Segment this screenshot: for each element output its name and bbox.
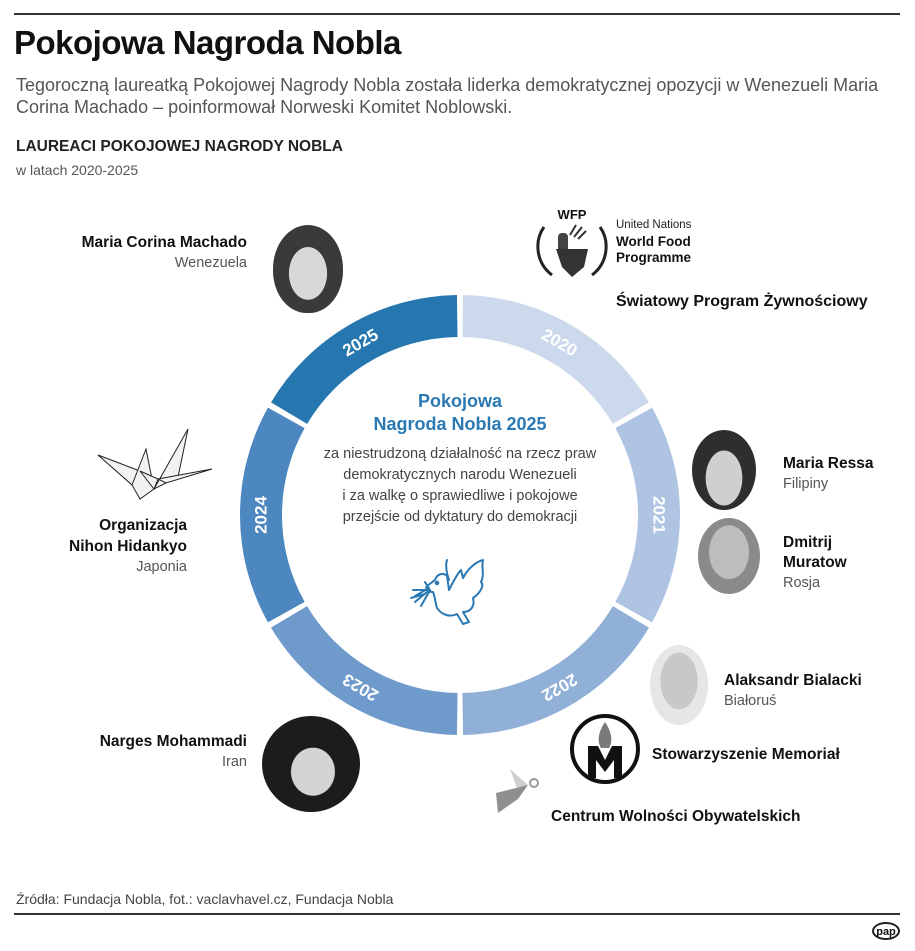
laureate-name-line1: Dmitrij (783, 534, 833, 551)
center-description (290, 444, 630, 528)
ring-year-label-2022: 2022 (538, 669, 581, 706)
source-note: Źródła: Fundacja Nobla, fot.: vaclavhavel.cz, Fundacja Nobla (16, 891, 394, 907)
svg-text:WFP: WFP (557, 207, 587, 222)
laureate-country: Filipiny (783, 476, 829, 492)
photo-narges-mohammadi (262, 716, 360, 812)
laureate-2021-muratow (783, 534, 847, 591)
center-title-line1: Pokojowa (417, 391, 502, 411)
section-subheading: w latach 2020-2025 (16, 162, 139, 178)
photo-alaksandr-bialacki (650, 645, 708, 725)
wfp-logo-line3: Programme (616, 250, 692, 265)
pap-logo: pap (872, 922, 900, 940)
laureate-country: Białoruś (724, 693, 777, 709)
laureate-country: Wenezuela (174, 255, 247, 271)
laureate-2023 (40, 733, 247, 770)
laureate-name-line1: Organizacja (99, 517, 187, 534)
bottom-rule (14, 913, 900, 915)
ring-year-label-2024: 2024 (251, 496, 271, 534)
ring-year-label-2020: 2020 (538, 324, 581, 361)
laureate-country: Rosja (783, 575, 821, 591)
center-description-line: i za walkę o sprawiedliwe i pokojowe (342, 488, 578, 504)
center-description-line: demokratycznych narodu Wenezueli (343, 467, 577, 483)
laureate-2022-cwo-name: Centrum Wolności Obywatelskich (551, 808, 801, 825)
ring-year-label-2025: 2025 (339, 324, 382, 361)
memorial-logo-icon (568, 712, 642, 786)
ring-year-label-2021: 2021 (649, 496, 669, 534)
wfp-logo-line1: United Nations (616, 219, 692, 231)
photo-maria-ressa (692, 430, 756, 510)
center-title-line2: Nagroda Nobla 2025 (373, 414, 547, 434)
laureate-country: Japonia (136, 559, 187, 575)
laureate-name: Maria Corina Machado (81, 234, 247, 251)
laureate-2021-ressa (783, 455, 873, 492)
center-title (330, 390, 590, 436)
dove-icon (405, 552, 500, 647)
wfp-logo-icon (532, 205, 612, 285)
section-heading: LAUREACI POKOJOWEJ NAGRODY NOBLA (16, 138, 343, 155)
ring-year-label-2023: 2023 (339, 669, 382, 706)
laureate-country: Iran (222, 754, 247, 770)
center-description-line: za niestrudzoną działalność na rzecz praw (323, 446, 597, 462)
lead-paragraph: Tegoroczną laureatką Pokojowej Nagrody Nobla została liderka demokratycznej opozycji w Wenezueli Maria Corina Machado – poinformował Norweski Komitet Noblowski. (16, 75, 879, 117)
center-description-line: przejście od dyktatury do demokracji (342, 509, 578, 525)
laureate-name-line2: Muratow (783, 554, 847, 571)
laureate-2024 (40, 517, 187, 575)
origami-crane-icon (96, 425, 216, 505)
laureate-name-line2: Nihon Hidankyo (69, 538, 187, 555)
laureate-name: Narges Mohammadi (99, 733, 247, 750)
center-for-civil-liberties-logo-icon (488, 765, 548, 820)
photo-maria-corina-machado (273, 225, 343, 313)
photo-dmitrij-muratow (698, 518, 760, 594)
laureate-2025 (40, 234, 247, 271)
page-title: Pokojowa Nagroda Nobla (14, 24, 401, 61)
laureate-name: Alaksandr Bialacki (724, 672, 862, 689)
wfp-logo-text (616, 234, 691, 266)
laureate-2022-memorial-name: Stowarzyszenie Memoriał (652, 746, 840, 763)
laureate-2020-name: Światowy Program Żywnościowy (616, 293, 868, 310)
wfp-logo-line2: World Food (616, 234, 691, 249)
laureate-2022-bialacki (724, 672, 862, 709)
laureate-name: Maria Ressa (783, 455, 874, 472)
